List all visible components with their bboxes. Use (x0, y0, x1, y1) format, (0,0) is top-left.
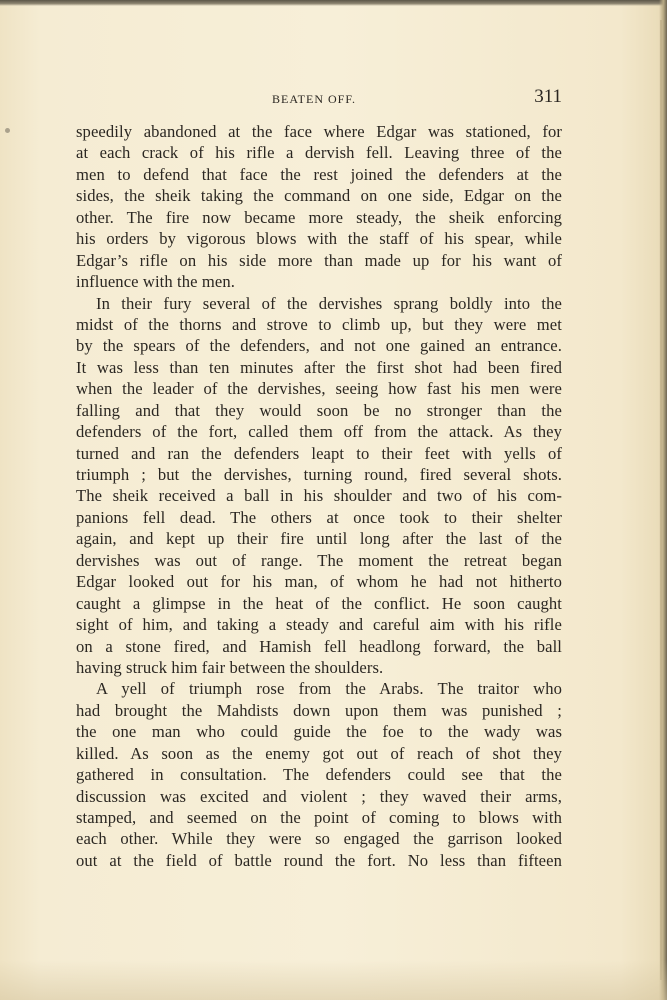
text-line: sides, the sheik taking the command on one side, Edgar on the (76, 186, 562, 206)
text-line: stamped, and seemed on the point of coming to blows with (76, 808, 562, 827)
text-line: again, and kept up their fire until long after the last of the (76, 529, 562, 549)
text-line: by the spears of the defenders, and not one gained an entrance. (76, 336, 562, 356)
text-line: gathered in consultation. The defenders could see that the (76, 765, 562, 785)
text-line: had brought the Mahdists down upon them was punished ; (76, 700, 562, 720)
text-line: defenders of the fort, called them off from the attack. As they (76, 422, 562, 442)
text-line: In their fury several of the dervishes sprang boldly into the (96, 293, 562, 313)
text-line: each other. While they were so engaged the garrison looked (76, 829, 562, 849)
text-line: killed. As soon as the enemy got out of reach of shot they (76, 743, 562, 763)
text-line: falling and that they would soon be no stronger than the (76, 400, 562, 420)
text-line: triumph ; but the dervishes, turning round, fired several shots. (76, 465, 562, 484)
text-line: caught a glimpse in the heat of the conflict. He soon caught (76, 593, 562, 613)
body-text (76, 121, 562, 871)
text-line: men to defend that face the rest joined the defenders at the (76, 164, 562, 184)
text-line: on a stone fired, and Hamish fell headlong forward, the ball (76, 636, 562, 656)
text-line: out at the field of battle round the fort. No less than fifteen (76, 850, 562, 870)
text-line: panions fell dead. The others at once took to their shelter (76, 507, 562, 527)
page-bottom-shade (0, 960, 667, 1000)
page-number: 311 (534, 86, 562, 107)
text-line: dervishes was out of range. The moment the retreat began (76, 550, 562, 570)
page-right-edge (659, 0, 667, 1000)
paper-spot (5, 128, 10, 133)
text-line: midst of the thorns and strove to climb up, but they were met (76, 314, 562, 334)
text-line: sight of him, and taking a steady and careful aim with his rifle (76, 615, 562, 635)
text-line: Edgar’s rifle on his side more than made up for his want of (76, 250, 562, 270)
text-line: when the leader of the dervishes, seeing how fast his men were (76, 379, 562, 399)
text-line: Edgar looked out for his man, of whom he had not hitherto (76, 572, 562, 592)
text-line: discussion was excited and violent ; they waved their arms, (76, 786, 562, 806)
text-line: having struck him fair between the shoulders. (76, 657, 384, 677)
page-top-edge (0, 0, 667, 6)
text-line: The sheik received a ball in his shoulder and two of his com- (76, 486, 562, 506)
text-line: his orders by vigorous blows with the staff of his spear, while (76, 229, 562, 249)
running-head: BEATEN OFF. (272, 92, 357, 106)
page-header (76, 86, 562, 110)
text-line: turned and ran the defenders leapt to their feet with yells of (76, 443, 562, 463)
text-line: at each crack of his rifle a dervish fell. Leaving three of the (76, 143, 562, 163)
text-line: influence with the men. (76, 272, 235, 292)
text-line: speedily abandoned at the face where Edgar was stationed, for (76, 122, 562, 141)
text-line: It was less than ten minutes after the first shot had been fired (76, 357, 562, 377)
text-line: A yell of triumph rose from the Arabs. The traitor who (96, 679, 562, 699)
text-line: the one man who could guide the foe to the wady was (76, 722, 562, 742)
text-line: other. The fire now became more steady, the sheik enforcing (76, 207, 562, 227)
